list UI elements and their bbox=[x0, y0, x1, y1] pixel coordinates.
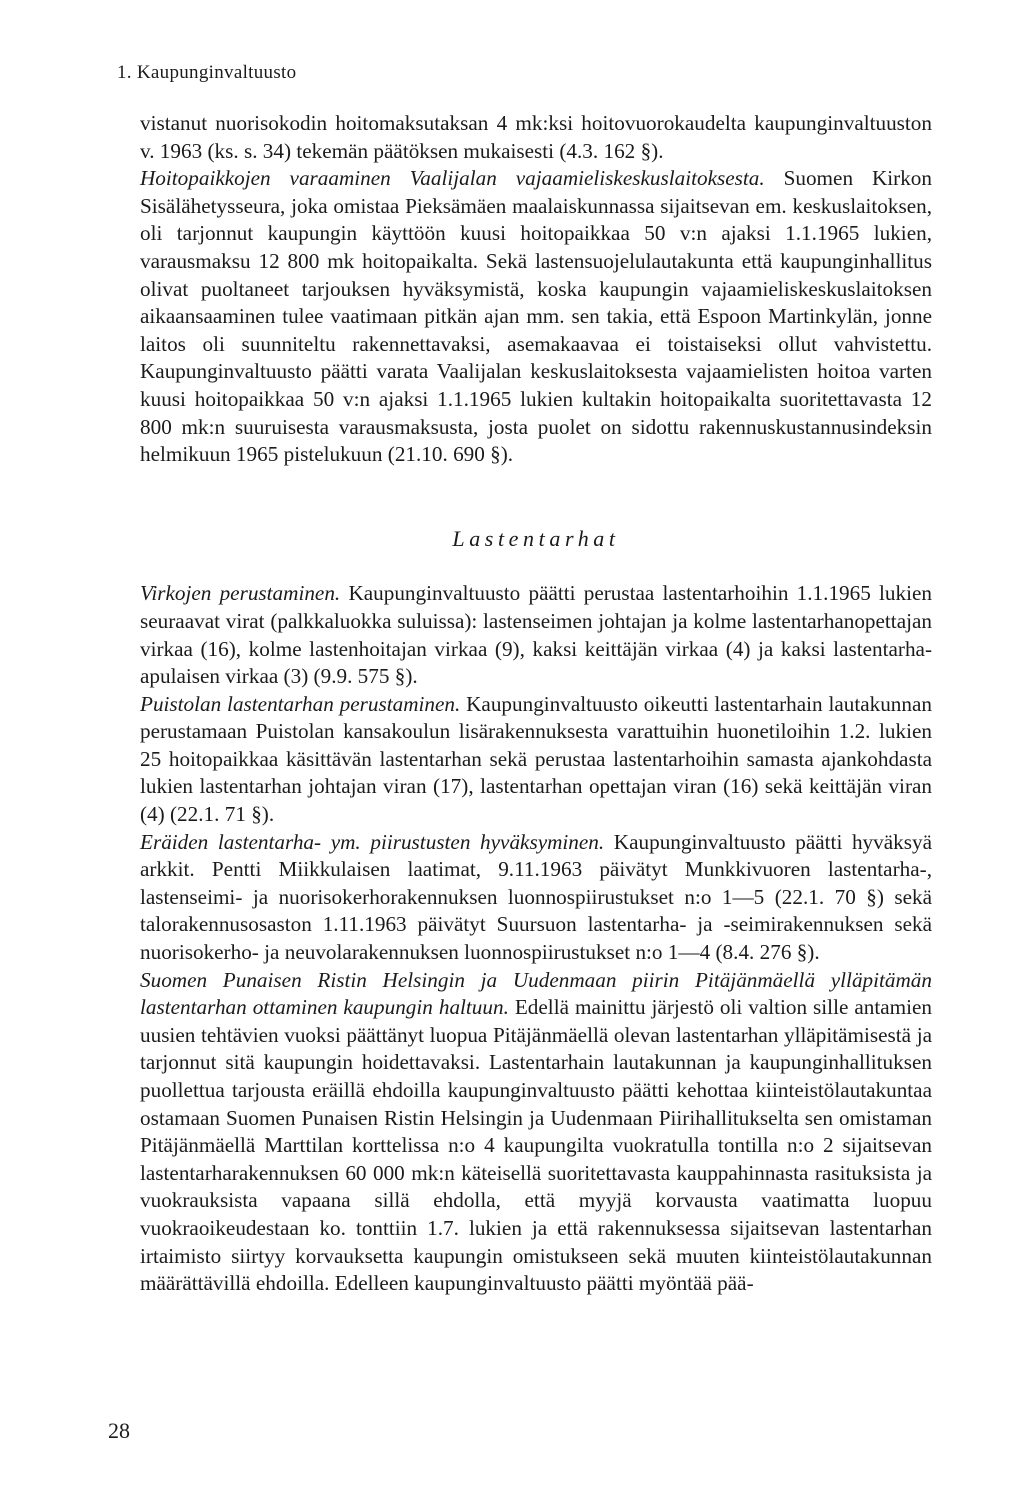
paragraph bbox=[140, 580, 932, 690]
page-number: 28 bbox=[108, 1418, 130, 1443]
paragraph: vistanut nuorisokodin hoitomaksutaksan 4 mk:ksi hoitovuorokaudelta kaupunginvaltuuston v. 1963 (ks. s. 34) tekemän päätöksen mukaisesti (4.3. 162 §). bbox=[140, 111, 932, 163]
paragraph-title: Eräiden lastentarha- ym. piirustusten hyväksyminen. bbox=[140, 829, 605, 854]
paragraph-text: Kaupunginvaltuusto oikeutti lastentarhain lautakunnan perustamaan Puistolan kansakoulun lisärakennuksesta varattuihin huonetiloihin 1.2. lukien 25 hoitopaikkaa käsittävän lastentarhan sekä perustaa lastentarhoihin samasta ajankohdasta lukien lastentarhan johtajan viran (17), lastentarhan opettajan viran (16) sekä keittäjän viran (4) (22.1. 71 §). bbox=[140, 691, 932, 827]
paragraph-text: Suomen Kirkon Sisälähetysseura, joka omistaa Pieksämäen maalaiskunnassa sijaitsevan em. keskuslaitoksen, oli tarjonnut kaupungin käyttöön kuusi hoitopaikkaa 50 v:n ajaksi 1.1.1965 lukien, varausmaksu 12 800 mk hoitopaikalta. Sekä lastensuojelulautakunta että kaupunginhallitus olivat puoltaneet tarjouksen hyväksymistä, koska kaupungin vajaamieliskeskuslaitoksen aikaansaaminen tulee vaatimaan pitkän ajan mm. sen takia, että Espoon Martinkylän, jonne laitos oli suunniteltu rakennettavaksi, asemakaavaa ei toistaiseksi ollut vahvistettu. Kaupunginvaltuusto päätti varata Vaalijalan keskuslaitoksesta vajaamielisten hoitoa varten kuusi hoitopaikkaa 50 v:n ajaksi 1.1.1965 lukien kultakin hoitopaikalta suoritettavasta 12 800 mk:n suuruisesta varausmaksusta, josta puolet on sidottu rakennuskustannusindeksin helmikuun 1965 pistelukuun (21.10. 690 §). bbox=[140, 166, 932, 467]
paragraph-title: Virkojen perustaminen. bbox=[140, 581, 341, 606]
paragraph-text: Kaupunginvaltuusto päätti perustaa lastentarhoihin 1.1.1965 lukien seuraavat virat (palkkaluokka suluissa): lastenseimen johtajan ja kolme lastentarhanopettajan virkaa (16), kolme lastenhoitajan virkaa (9), kaksi keittäjän virkaa (4) ja kaksi lastentarha-apulaisen virkaa (3) (9.9. 575 §). bbox=[140, 581, 932, 689]
paragraph-title: Suomen Punaisen Ristin Helsingin ja Uudenmaan piirin Pitäjänmäellä ylläpitämän lastentarhan ottaminen kaupungin haltuun. bbox=[140, 967, 932, 1020]
running-head: 1. Kaupunginvaltuusto bbox=[117, 62, 297, 83]
paragraph bbox=[140, 967, 932, 1298]
paragraph bbox=[140, 691, 932, 829]
text-column bbox=[140, 110, 932, 1298]
section-heading: Lastentarhat bbox=[452, 525, 620, 551]
paragraph-title: Puistolan lastentarhan perustaminen. bbox=[140, 691, 461, 716]
paragraph-text: Kaupunginvaltuusto päätti hyväksyä arkkit. Pentti Miikkulaisen laatimat, 9.11.1963 päivätyt Munkkivuoren lastentarha-, lastenseimi- ja nuorisokerhorakennuksen luonnospiirustukset n:o 1—5 (22.1. 70 §) sekä talorakennusosaston 1.11.1963 päivätyt Suursuon lastentarha- ja -seimirakennuksen sekä nuorisokerho- ja neuvolarakennuksen luonnospiirustukset n:o 1—4 (8.4. 276 §). bbox=[140, 829, 932, 965]
paragraph-text: Edellä mainittu järjestö oli valtion sille antamien uusien tehtävien vuoksi päättänyt luopua Pitäjänmäellä olevan lastentarhan ylläpitämisestä ja tarjonnut sitä kaupungin hoidettavaksi. Lastentarhain lautakunnan ja kaupunginhallituksen puollettua tarjousta eräillä ehdoilla kaupunginvaltuusto päätti kehottaa kiinteistölautakuntaa ostamaan Suomen Punaisen Ristin Helsingin ja Uudenmaan Piirihallitukselta sen omistaman Pitäjänmäellä Marttilan korttelissa n:o 4 kaupungilta vuokratulla tontilla n:o 2 sijaitsevan lastentarharakennuksen 60 000 mk:n käteisellä suoritettavasta kauppahinnasta rasituksista ja vuokrauksista vapaana sillä ehdolla, että myyjä korvausta vaatimatta luopuu vuokraoikeudestaan ko. tonttiin 1.7. lukien ja että rakennuksessa sijaitsevan lastentarhan irtaimisto siirtyy korvauksetta kaupungin omistukseen sekä muuten kiinteistölautakunnan määrättävillä ehdoilla. Edelleen kaupunginvaltuusto päätti myöntää pää- bbox=[140, 995, 932, 1296]
paragraph bbox=[140, 165, 932, 469]
paragraph-title: Hoitopaikkojen varaaminen Vaalijalan vajaamieliskeskuslaitoksesta. bbox=[140, 166, 765, 191]
paragraph bbox=[140, 829, 932, 967]
